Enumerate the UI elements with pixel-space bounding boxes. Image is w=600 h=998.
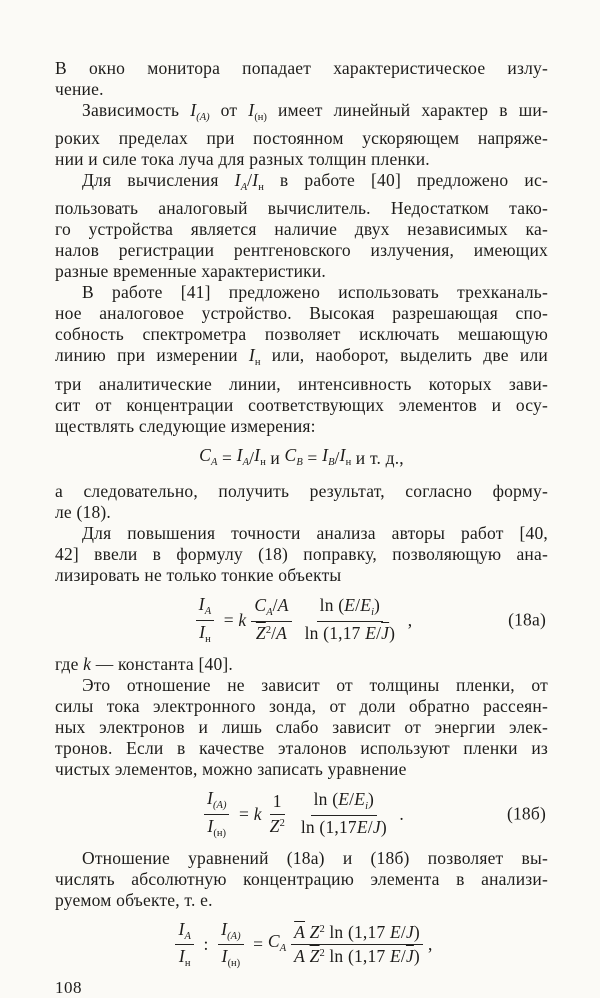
text-run: Для повышения точности анализа авторы работ [40, bbox=[82, 522, 548, 543]
text-run: . bbox=[394, 803, 404, 824]
text-line bbox=[55, 58, 548, 79]
text-line bbox=[55, 848, 548, 869]
text-line bbox=[55, 759, 548, 780]
text-run: чистых элементов, можно записать уравнение bbox=[55, 758, 407, 779]
fraction-numerator bbox=[218, 920, 243, 946]
equation-number: (18б) bbox=[506, 803, 546, 824]
text-line bbox=[55, 395, 548, 416]
text-run: числять абсолютную концентрацию элемента в анализи- bbox=[55, 868, 548, 889]
text-line bbox=[55, 100, 548, 128]
text-line bbox=[55, 240, 548, 261]
math-fraction bbox=[196, 595, 214, 646]
text-run: ln (1,17 bbox=[300, 817, 357, 838]
display-formula bbox=[55, 919, 548, 971]
paragraph bbox=[55, 675, 548, 780]
text-run: ществлять следующие измерения: bbox=[55, 415, 316, 436]
math-variable: $C_A$ bbox=[254, 595, 273, 619]
math-fraction bbox=[175, 920, 193, 971]
text-run: = bbox=[248, 934, 268, 955]
text-run: налов регистрации рентгеновского излучения, имеющих bbox=[55, 240, 548, 261]
text-line bbox=[55, 282, 548, 303]
fraction-numerator bbox=[196, 595, 214, 621]
math-variable: k bbox=[83, 653, 92, 674]
text-run: 1 bbox=[272, 790, 282, 811]
fraction-denominator bbox=[204, 815, 229, 840]
text-line bbox=[55, 303, 548, 324]
formula-body bbox=[199, 445, 404, 473]
text-run: ln (1,17 bbox=[324, 921, 390, 942]
text-run: линию при измерении bbox=[55, 345, 249, 366]
fraction-denominator bbox=[219, 945, 244, 970]
math-variable: E bbox=[356, 817, 368, 838]
math-variable: $I_{(A)}$ bbox=[190, 100, 210, 124]
math-variable: $I_A$ bbox=[234, 170, 248, 194]
math-fraction bbox=[267, 792, 288, 836]
math-fraction bbox=[302, 596, 399, 644]
math-variable: $I_A$ bbox=[236, 444, 250, 468]
text-run: собность спектрометра позволяет исключать мешающую bbox=[55, 324, 548, 345]
fraction-numerator bbox=[291, 923, 423, 946]
math-variable: $C_B$ bbox=[284, 444, 303, 468]
text-run: от bbox=[209, 100, 249, 120]
math-variable: $\overline{Z}^2$ bbox=[309, 946, 325, 967]
math-variable: $I_A$ bbox=[198, 593, 212, 617]
text-run: ln (1,17 bbox=[324, 946, 390, 967]
math-variable: $C_A$ bbox=[267, 930, 287, 955]
text-run: ) bbox=[413, 946, 420, 967]
math-variable: $C_A$ bbox=[199, 444, 218, 468]
fraction-denominator bbox=[267, 815, 288, 837]
math-fraction bbox=[298, 790, 390, 838]
text-run: сит от концентрации соответствующих элементов и осу- bbox=[55, 394, 548, 415]
math-variable: $I_A$ bbox=[178, 918, 191, 942]
text-run: лизировать не только тонкие объекты bbox=[55, 564, 342, 585]
math-variable: A bbox=[277, 595, 289, 616]
math-variable: $I_н$ bbox=[254, 444, 266, 468]
text-line bbox=[55, 717, 548, 738]
fraction-numerator bbox=[204, 789, 229, 815]
text-line bbox=[55, 198, 548, 219]
text-run: = bbox=[234, 803, 254, 824]
text-run: где bbox=[55, 653, 84, 674]
text-run: Это отношение не зависит от толщины пленки, от bbox=[82, 674, 548, 695]
paragraph bbox=[55, 654, 548, 675]
math-variable: $\overline{J}$ bbox=[381, 623, 390, 644]
math-variable: $I_B$ bbox=[322, 444, 335, 468]
text-line bbox=[55, 565, 548, 586]
math-variable: E bbox=[365, 623, 377, 644]
math-variable: $\overline{Z}^2$ bbox=[255, 623, 272, 644]
formula-body bbox=[199, 789, 404, 840]
text-run: разные временные характеристики. bbox=[55, 261, 326, 282]
text-line bbox=[55, 502, 548, 523]
text-run: а следовательно, получить результат, согласно форму- bbox=[55, 480, 548, 501]
text-run: ) bbox=[389, 623, 396, 644]
text-line bbox=[55, 738, 548, 759]
text-line bbox=[55, 416, 548, 437]
math-variable: $I_н$ bbox=[199, 621, 211, 645]
math-variable: A bbox=[294, 946, 306, 967]
math-variable: $I_н$ bbox=[252, 170, 264, 194]
text-line bbox=[55, 149, 548, 170]
fraction-numerator bbox=[317, 596, 383, 622]
paragraph bbox=[55, 523, 548, 586]
text-run: / bbox=[349, 789, 355, 810]
fraction-denominator bbox=[291, 945, 423, 967]
text-line bbox=[55, 654, 548, 675]
text-run: или, наоборот, выделить две или bbox=[260, 345, 548, 366]
fraction-denominator bbox=[196, 621, 214, 646]
text-run: / bbox=[367, 817, 373, 838]
text-run: / bbox=[249, 448, 255, 469]
text-run: / bbox=[400, 921, 406, 942]
text-run: / bbox=[355, 595, 361, 616]
math-variable: E bbox=[344, 595, 356, 616]
fraction-numerator bbox=[311, 790, 377, 816]
math-fraction bbox=[218, 920, 243, 971]
equation-number: (18а) bbox=[508, 609, 546, 630]
text-line bbox=[55, 170, 548, 198]
text-line bbox=[55, 890, 548, 911]
math-variable: $I_н$ bbox=[248, 345, 261, 369]
fraction-denominator bbox=[176, 945, 194, 970]
math-variable: k bbox=[238, 609, 247, 630]
math-variable: $I_{(н)}$ bbox=[221, 946, 241, 970]
text-run: ных электронов и лишь слабо зависит от энергии элек- bbox=[55, 716, 548, 737]
text-run: ) bbox=[380, 817, 387, 838]
text-run: = bbox=[219, 609, 239, 630]
math-variable: E bbox=[338, 789, 350, 810]
text-line bbox=[55, 324, 548, 345]
text-line bbox=[55, 544, 548, 565]
text-run: имеет линейный характер в ши- bbox=[266, 100, 548, 120]
fraction-denominator bbox=[298, 816, 390, 838]
text-line bbox=[55, 79, 548, 100]
text-run: Зависимость bbox=[82, 100, 191, 120]
math-fraction bbox=[204, 789, 229, 840]
text-run: руемом объекте, т. е. bbox=[55, 889, 213, 910]
text-run: / bbox=[247, 170, 253, 191]
fraction-denominator bbox=[302, 622, 399, 644]
text-run: В окно монитора попадает характеристическое излу- bbox=[55, 58, 548, 78]
text-line bbox=[55, 219, 548, 240]
formula-body bbox=[191, 595, 413, 646]
text-line bbox=[55, 261, 548, 282]
text-run: Для вычисления bbox=[82, 170, 235, 191]
text-run: / bbox=[334, 448, 340, 469]
text-run: ) bbox=[413, 921, 420, 942]
text-run: роких пределах при постоянном ускоряющем напряже- bbox=[55, 128, 548, 149]
math-variable: $Z^2$ bbox=[309, 921, 325, 942]
display-formula bbox=[55, 445, 548, 473]
fraction-numerator bbox=[175, 920, 193, 946]
text-run: ) bbox=[368, 789, 375, 810]
text-run: го устройства является наличие двух независимых ка- bbox=[55, 219, 548, 240]
text-run: силы тока электронного зонда, от доли обратно рассеян- bbox=[55, 695, 548, 716]
paragraph bbox=[55, 848, 548, 911]
math-variable: E bbox=[389, 921, 401, 942]
math-variable: J bbox=[372, 817, 381, 838]
math-fraction bbox=[291, 923, 423, 967]
text-run: ное аналоговое устройство. Высокая разрешающая спо- bbox=[55, 303, 548, 324]
math-variable: J bbox=[405, 921, 414, 942]
math-variable: $E_i$ bbox=[354, 789, 369, 813]
text-line bbox=[55, 374, 548, 395]
text-run: в работе [40] предложено ис- bbox=[263, 170, 548, 191]
math-variable: $I_{(A)}$ bbox=[207, 787, 227, 811]
display-formula bbox=[55, 594, 548, 646]
text-run: , bbox=[403, 609, 413, 630]
fraction-denominator bbox=[253, 622, 290, 644]
text-run: ) bbox=[374, 595, 381, 616]
text-run: , bbox=[427, 934, 433, 955]
formula-body bbox=[170, 920, 432, 971]
text-line bbox=[55, 128, 548, 149]
text-line bbox=[55, 345, 548, 373]
page-number: 108 bbox=[55, 978, 82, 998]
text-run: / bbox=[271, 623, 277, 644]
math-variable: $I_{(н)}$ bbox=[248, 100, 267, 124]
text-run: и bbox=[265, 448, 285, 469]
math-variable: $Z^2$ bbox=[269, 815, 285, 836]
text-run: / bbox=[272, 595, 278, 616]
text-run: ln (1,17 bbox=[304, 623, 366, 644]
text-run: Отношение уравнений (18а) и (18б) позволяет вы- bbox=[82, 847, 548, 868]
paragraph bbox=[55, 100, 548, 170]
text-run: ле (18). bbox=[55, 501, 112, 522]
display-formula bbox=[55, 788, 548, 840]
text-run: три аналитические линии, интенсивность которых зави- bbox=[55, 373, 548, 394]
text-line bbox=[55, 481, 548, 502]
text-run: = bbox=[302, 448, 323, 469]
text-line bbox=[55, 675, 548, 696]
text-run: пользовать аналоговый вычислитель. Недостатком тако- bbox=[55, 198, 548, 219]
math-variable: $I_{(A)}$ bbox=[221, 918, 241, 942]
text-line bbox=[55, 869, 548, 890]
text-run: В работе [41] предложено использовать трехканаль- bbox=[82, 282, 548, 303]
text-run: / bbox=[376, 623, 382, 644]
text-line bbox=[55, 523, 548, 544]
text-run: чение. bbox=[55, 79, 104, 99]
text-line bbox=[55, 696, 548, 717]
text-run: ln ( bbox=[313, 789, 339, 810]
paragraph bbox=[55, 58, 548, 100]
paragraph bbox=[55, 170, 548, 282]
text-run: ln ( bbox=[319, 595, 345, 616]
math-variable: $I_н$ bbox=[178, 946, 191, 970]
paragraph bbox=[55, 481, 548, 523]
text-run: = bbox=[217, 448, 237, 469]
text-run: нии и силе тока луча для разных толщин пленки. bbox=[55, 149, 430, 170]
math-fraction bbox=[251, 596, 291, 644]
text-run: — константа [40]. bbox=[91, 653, 233, 674]
fraction-numerator bbox=[251, 596, 291, 622]
paragraph bbox=[55, 282, 548, 436]
text-run: / bbox=[400, 946, 406, 967]
fraction-numerator bbox=[270, 792, 285, 815]
text-run: тронов. Если в качестве эталонов используют пленки из bbox=[55, 737, 548, 758]
math-variable: $I_{(н)}$ bbox=[207, 815, 227, 839]
math-variable: $I_н$ bbox=[339, 444, 352, 468]
math-variable: A bbox=[276, 623, 288, 644]
math-variable: k bbox=[253, 803, 262, 824]
math-variable: $E_i$ bbox=[360, 595, 375, 619]
math-variable: E bbox=[389, 946, 401, 967]
text-run: 42] ввели в формулу (18) поправку, позволяющую ана- bbox=[55, 543, 548, 564]
text-run: : bbox=[198, 934, 214, 955]
math-variable: $\overline{A}$ bbox=[294, 921, 306, 942]
math-variable: $\overline{J}$ bbox=[405, 946, 414, 967]
text-run: и т. д., bbox=[351, 448, 404, 469]
